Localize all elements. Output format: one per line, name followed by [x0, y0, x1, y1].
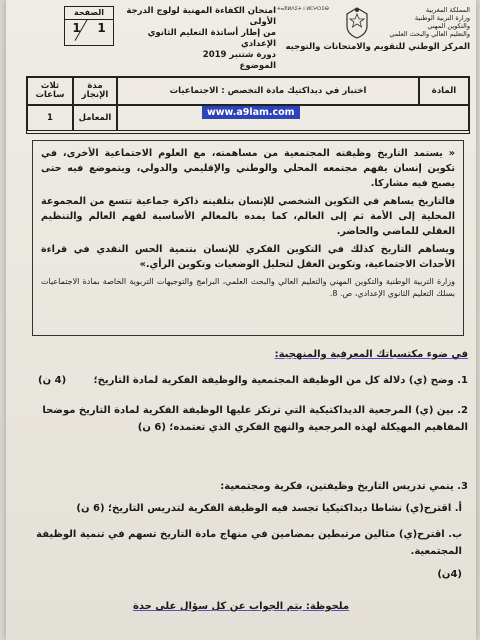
footer-note [6, 601, 476, 612]
exam-page [6, 0, 476, 640]
ministry-block [376, 6, 470, 38]
quote-paragraph-2: فالتاريخ يساهم في التكوين الشخصي للإنسان بتلقينه ذاكرة جماعية تتسع من المجموعة المحلية إلى الأمة ثم إلى العالم، كما يمده بالمعالم الأساسية لفهم العالم والتنظيم العقلي للماضي والحاضر. [41, 196, 455, 237]
instruction [24, 346, 468, 363]
exam-title-line1: امتحان الكفاءة المهنية لولوج الدرجة الأولى [126, 6, 276, 27]
page-total: 1 [72, 21, 81, 35]
question-2-text: 2. بين (ي) المرجعية الديداكتيكية التي ترتكز عليها الوظيفة الفكرية لمادة التاريخ موضحا المفاهيم المهيكلة لهذه المرجعية والنهج الفكري الذي تعتمده؛ [42, 405, 468, 433]
quote-box [32, 140, 464, 336]
coefficient-label: المعامل [73, 105, 117, 131]
subject-label: المادة [419, 77, 469, 105]
question-2-mark: (6 ن) [137, 422, 166, 433]
exam-section: الموضوع [239, 61, 276, 71]
question-3a-mark: (6 ن) [76, 503, 105, 514]
page-label: الصفحة [65, 7, 113, 20]
tifinagh-text: ⵜⴰⴳⵍⴷⵉⵜ ⵏ ⵍⵎⵖⵔⵉⴱ [277, 6, 329, 12]
question-3b [24, 526, 468, 583]
duration-value-1: ثلاث [40, 81, 60, 91]
page-number-box [64, 6, 114, 46]
exam-header [6, 2, 476, 72]
duration-label-2: الإنجاز [81, 90, 109, 100]
question-3a-text: أ. اقترح(ي) نشاطا ديداكتيكيا تجسد فيه الوظيفة الفكرية لتدريس التاريخ؛ [108, 503, 462, 514]
duration-label [73, 77, 117, 105]
duration-label-1: مدة [87, 81, 103, 91]
page-current: 1 [97, 21, 106, 35]
quote-paragraph-1: « يستمد التاريخ وظيفته المجتمعية من مساهمته، مع العلوم الاجتماعية الأخرى، في تكوين إنسان يفهم مجتمعه المحلي والوطني والإقليمي والدولي، ويتموضع فيه حتى يصبح فيه مشاركا. [41, 148, 455, 189]
exam-title [116, 6, 276, 72]
quote-reference: وزارة التربية الوطنية والتكوين المهني والتعليم العالي والبحث العلمي، البرامج والتوجيهات التربوية الخاصة بمادة الاجتماعيات بسلك التعليم الثانوي الإعدادي، ص. 8. [41, 277, 455, 298]
question-3-text: 3. ينمي تدريس التاريخ وظيفتين، فكرية ومجتمعية: [220, 481, 468, 492]
kingdom-name: المملكة المغربية [425, 6, 470, 14]
question-3a [24, 500, 468, 517]
duration-value-2: ساعات [35, 90, 65, 100]
quote-paragraph-3: ويساهم التاريخ كذلك في التكوين الفكري للإنسان بتنمية الحس النقدي في قراءة الأحداث الاجتماعية، وتكوين العقل لتحليل الوضعيات وتكوين الرأي.» [41, 244, 455, 270]
exam-info-table [26, 76, 470, 134]
question-2 [24, 402, 468, 436]
question-3 [24, 478, 468, 495]
question-1 [24, 372, 468, 389]
exam-session: دورة شتنبر 2019 [202, 50, 276, 60]
instruction-text: في ضوء مكتسباتك المعرفية والمنهجية: [274, 349, 468, 360]
question-3b-text: ب. اقترح(ي) مثالين مرتبطين بمضامين في منهاج مادة التاريخ تسهم في تنمية الوظيفة المجتمعية. [36, 529, 462, 557]
coat-of-arms-icon [342, 6, 372, 40]
coefficient-value: 1 [27, 105, 73, 131]
question-1-text: 1. وضح (ي) دلالة كل من الوظيفة المجتمعية والوظيفة الفكرية لمادة التاريخ؛ [93, 375, 468, 386]
subject-value: اختبار في ديداكتيك مادة التخصص : الاجتماعيات [117, 77, 419, 105]
ministry-line4: والتعليم العالي والبحث العلمي [389, 30, 470, 38]
question-3b-mark: (4ن) [437, 569, 462, 580]
site-watermark: www.a9lam.com [202, 106, 300, 119]
ministry-line2: وزارة التربية الوطنية [414, 14, 470, 22]
footer-note-text: ملحوظة: يتم الجواب عن كل سؤال على حدة [132, 601, 350, 612]
ministry-line3: والتكوين المهني [427, 22, 470, 30]
duration-value [27, 77, 73, 105]
exam-centre: المركز الوطني للتقويم والامتحانات والتوجيه [285, 42, 470, 52]
question-1-mark: (4 ن) [38, 375, 67, 386]
exam-title-line2: من إطار أساتذة التعليم الثانوي الإعدادي [147, 28, 276, 49]
